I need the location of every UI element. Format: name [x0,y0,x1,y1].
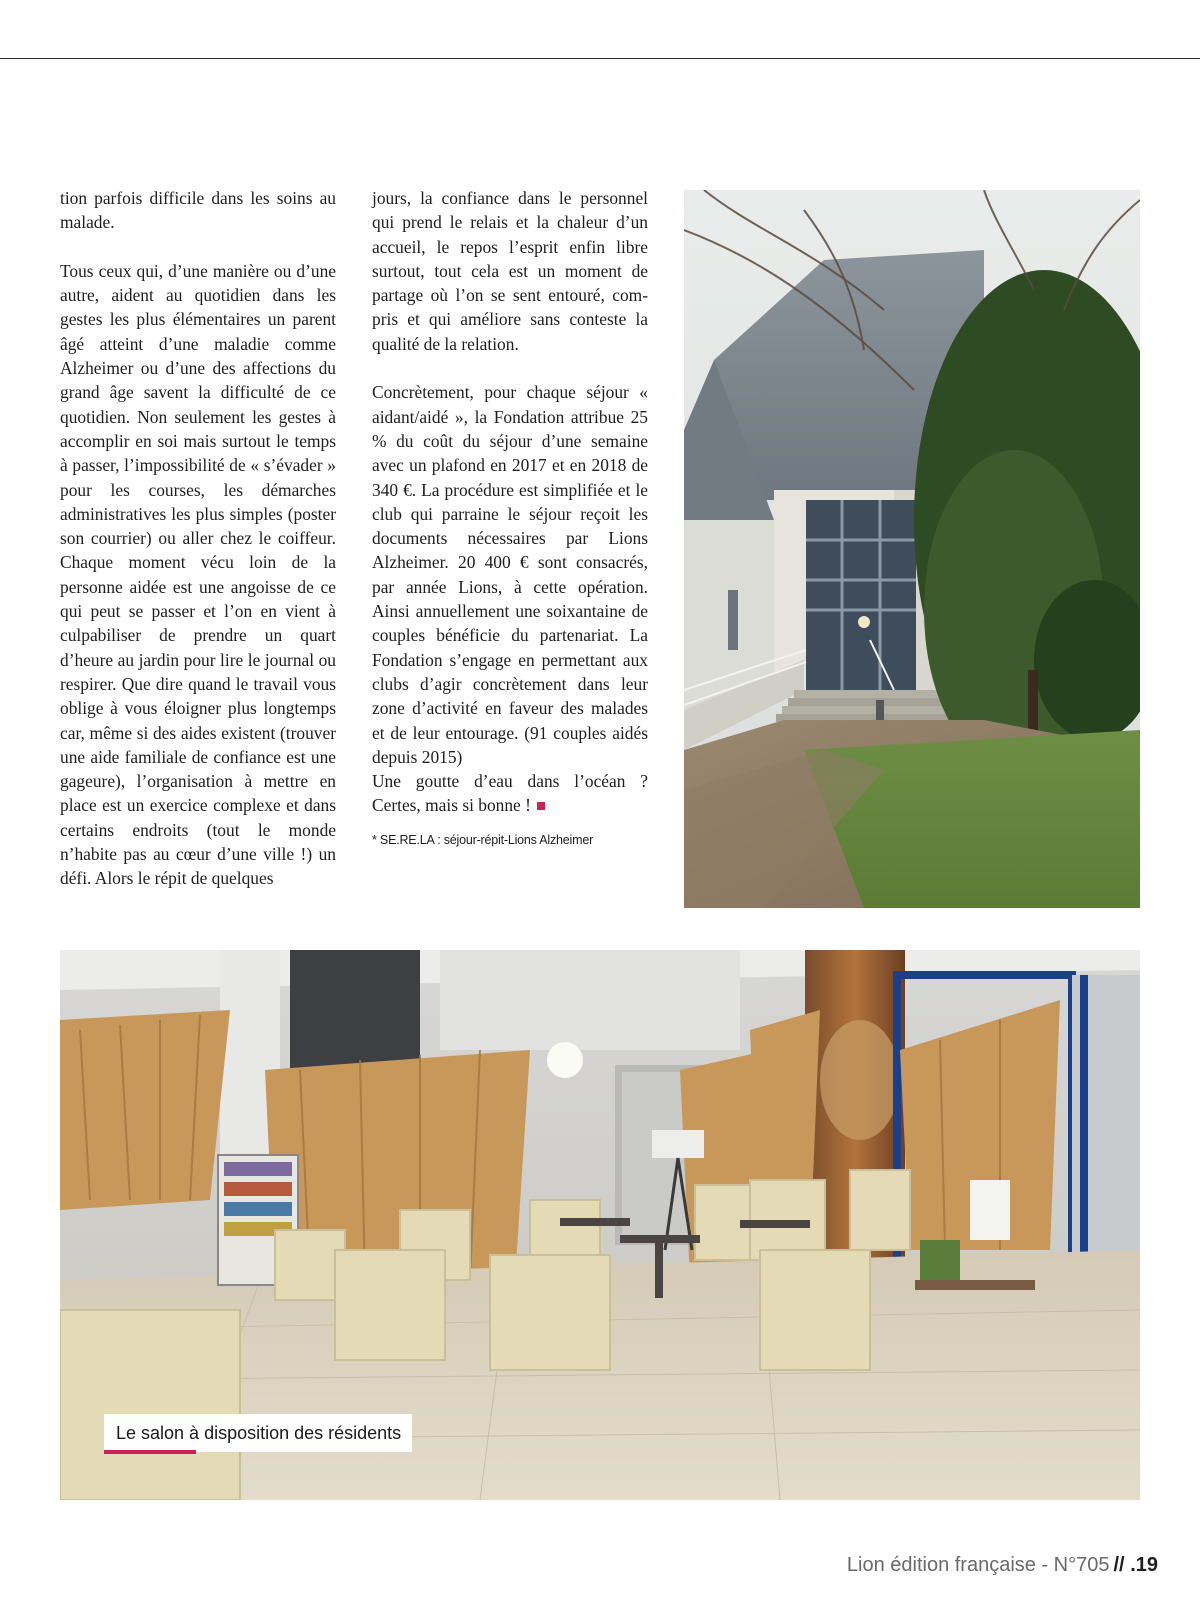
page-number: .19 [1130,1554,1158,1576]
top-rule [0,58,1200,59]
closing-paragraph [372,769,648,818]
article-column-1 [60,186,336,891]
footnote: * SE.RE.LA : séjour-répit-Lions Alzheimer [372,832,594,847]
salon-interior-photo [60,950,1140,1500]
building-exterior-photo [684,190,1140,908]
page-footer [847,1554,1158,1577]
end-mark-icon [537,802,545,810]
paragraph: tion parfois difficile dans les soins au malade. [60,188,336,233]
paragraph: Tous ceux qui, d’une manière ou d’une autre, aident au quotidien dans les gestes les plus élémentaires un parent âgé atteint d’une maladie comme Alzheimer ou d’une des affections du grand âge savent la difficulté de ce quotidien. Non seulement les gestes à accomplir en soi mais surtout le temps à passer, l’impossibilité de « s’évader » pour les courses, les démarches administratives les plus simples (poster son courrier) ou aller chez le coiffeur. Chaque moment vécu loin de la personne aidée est une angoisse de ce qui peut se passer et l’on en vient à culpabiliser de prendre un quart d’heure au jardin pour lire le journal ou respirer. Que dire quand le travail vous oblige à vous éloigner plus longtemps car, même si des aides existent (trouver une aide familiale de confiance est une gageure), l’organisation à mettre en place est un exercice complexe et dans certains endroits (tout le monde n’habite pas au cœur d’une ville !) un défi. Alors le répit de quelques [60,260,336,889]
publication-name: Lion édition française - N°705 [846,1554,1110,1576]
caption-accent-bar [104,1450,196,1454]
paragraph: jours, la confiance dans le personnel qui prend le relais et la chaleur d’un accueil, le repos l’esprit enfin libre surtout, tout cela est un moment de partage où l’on se sent entouré, compris et qui améliore sans conteste la qualité de la relation. [372,188,648,354]
closing-text: Une goutte d’eau dans l’océan ? Certes, mais si bonne ! [372,771,648,816]
paragraph: Concrètement, pour chaque séjour « aidant/aidé », la Fondation attribue 25 % du coût du séjour d’une semaine avec un plafond en 2017 et en 2018 de 340 €. La procédure est simplifiée et le club qui parraine le séjour reçoit les documents nécessaires par Lions Alzheimer. 20 400 € sont consacrés, par année Lions, à cette opération. Ainsi annuellement une soixantaine de couples bénéficie du partenariat. La Fondation s’engage en permettant aux clubs d’agir concrètement dans leur zone d’activité en faveur des malades et de leur entourage. (91 couples aidés depuis 2015) [372,382,648,767]
article-column-2 [372,186,648,848]
photo-caption: Le salon à disposition des résidents [104,1414,412,1452]
footer-separator: // [1113,1554,1125,1576]
